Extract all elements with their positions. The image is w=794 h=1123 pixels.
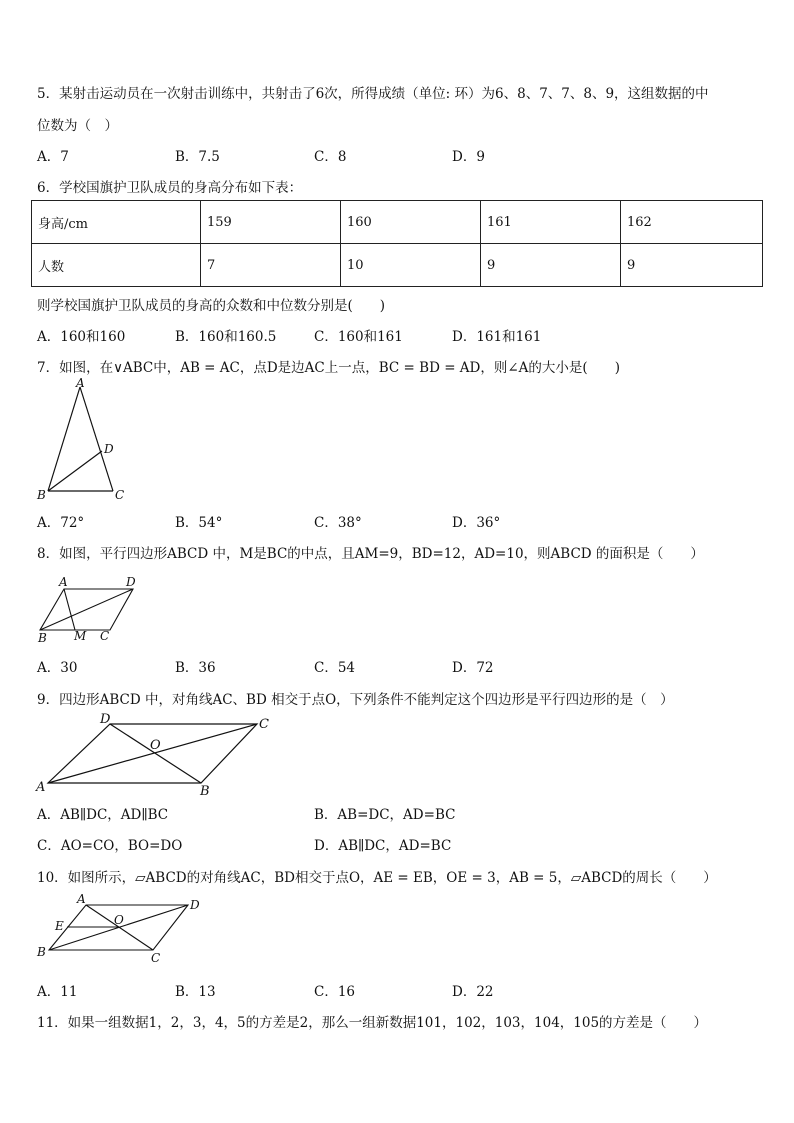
q9-option-d: D．AB∥DC，AD=BC (314, 838, 452, 854)
label-b: B (38, 631, 47, 644)
q9-option-a: A．AB∥DC，AD∥BC (37, 807, 169, 823)
q5-option-d: D．9 (452, 149, 485, 165)
q7-option-d: D．36° (452, 515, 501, 531)
label-m: M (74, 629, 87, 643)
q9-stem: 9．四边形ABCD 中，对角线AC、BD 相交于点O，下列条件不能判定这个四边形是平行四边形的是（ ） (37, 692, 674, 708)
segment-bd (48, 451, 102, 491)
table-cell: 9 (621, 244, 763, 287)
q6-stem: 6．学校国旗护卫队成员的身高分布如下表： (37, 180, 303, 196)
table-row (32, 244, 763, 287)
q5-stem-line1: 5．某射击运动员在一次射击训练中，共射击了6次，所得成绩（单位: 环）为6、8、7、7、8、9，这组数据的中 (37, 86, 709, 102)
label-b: B (200, 784, 210, 798)
q9-option-b: B．AB=DC，AD=BC (314, 807, 456, 823)
q6-question: 则学校国旗护卫队成员的身高的众数和中位数分别是( ) (37, 298, 386, 314)
diagonal-bd (110, 724, 201, 783)
table-cell: 159 (201, 201, 341, 244)
segment-bd (40, 589, 133, 630)
table-cell: 160 (341, 201, 481, 244)
q7-option-c: C．38° (314, 515, 362, 531)
label-c: C (115, 488, 125, 502)
segment-am (64, 589, 75, 630)
q7-option-a: A．72° (37, 515, 85, 531)
q9-quadrilateral-figure (30, 710, 280, 798)
q5-stem-line2: 位数为（ ） (37, 118, 118, 134)
label-d: D (190, 898, 200, 912)
label-b: B (37, 488, 46, 502)
q8-option-d: D．72 (452, 660, 494, 676)
label-a: A (36, 780, 46, 795)
segment-ac (80, 387, 113, 491)
label-o: O (114, 913, 124, 927)
q10-option-a: A．11 (37, 984, 78, 1000)
table-cell: 人数 (32, 244, 201, 287)
height-table (31, 200, 763, 287)
q5-option-a: A．7 (37, 149, 69, 165)
label-d: D (104, 442, 114, 456)
label-o: O (150, 738, 161, 753)
segment-ab (48, 387, 80, 491)
q7-stem: 7．如图，在∨ABC中，AB = AC，点D是边AC上一点，BC = BD = AD，则∠A的大小是( ) (37, 360, 620, 376)
q6-option-a: A．160和160 (37, 329, 126, 345)
q10-option-c: C．16 (314, 984, 356, 1000)
label-e: E (55, 919, 64, 933)
label-b: B (37, 945, 46, 959)
label-c: C (151, 951, 161, 965)
label-c: C (259, 717, 269, 732)
q10-stem: 10．如图所示，▱ABCD的对角线AC，BD相交于点O，AE = EB，OE = 3，AB = 5，▱ABCD的周长（ ） (37, 870, 717, 886)
label-a: A (76, 376, 85, 390)
q10-parallelogram-figure (30, 892, 210, 966)
table-cell: 10 (341, 244, 481, 287)
q8-stem: 8．如图，平行四边形ABCD 中，M是BC的中点，且AM=9，BD=12，AD=10，则ABCD 的面积是（ ） (37, 546, 704, 562)
label-a: A (77, 892, 86, 906)
q9-option-c: C．AO=CO，BO=DO (37, 838, 183, 854)
q8-option-a: A．30 (37, 660, 78, 676)
q8-option-c: C．54 (314, 660, 356, 676)
label-a: A (59, 575, 68, 589)
table-cell: 9 (481, 244, 621, 287)
q8-parallelogram-figure (30, 572, 170, 644)
label-d: D (100, 712, 111, 727)
table-cell: 7 (201, 244, 341, 287)
q7-option-b: B．54° (175, 515, 223, 531)
table-row (32, 201, 763, 244)
q7-triangle-figure (30, 375, 140, 505)
label-c: C (100, 629, 110, 643)
q5-option-b: B．7.5 (175, 149, 220, 165)
q8-option-b: B．36 (175, 660, 216, 676)
table-cell: 161 (481, 201, 621, 244)
q5-option-c: C．8 (314, 149, 347, 165)
q6-option-c: C．160和161 (314, 329, 403, 345)
table-cell: 162 (621, 201, 763, 244)
q11-stem: 11．如果一组数据1，2，3，4，5的方差是2，那么一组新数据101，102，103，104，105的方差是（ ） (37, 1015, 708, 1031)
label-d: D (126, 575, 136, 589)
q10-option-b: B．13 (175, 984, 216, 1000)
table-cell: 身高/cm (32, 201, 201, 244)
q6-option-d: D．161和161 (452, 329, 542, 345)
q6-option-b: B．160和160.5 (175, 329, 277, 345)
q10-option-d: D．22 (452, 984, 494, 1000)
